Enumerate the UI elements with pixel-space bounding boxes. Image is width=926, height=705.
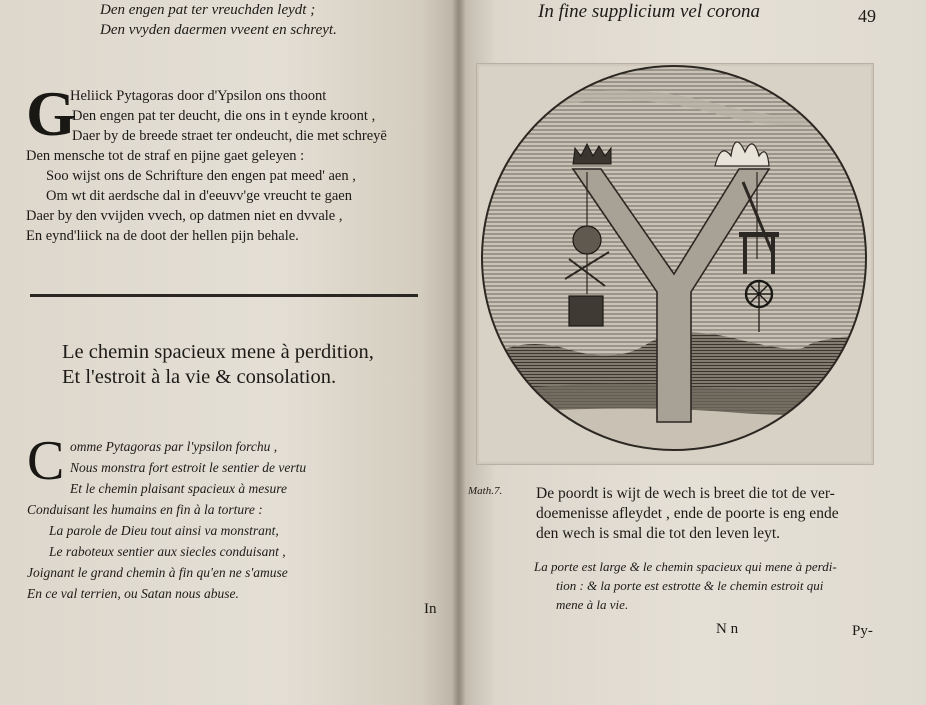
dutch-verse-line: Om wt dit aerdsche dal in d'eeuvv'ge vreucht te gaen <box>46 188 352 204</box>
french-verse-line: Le raboteux sentier aux siecles conduisant , <box>49 544 286 559</box>
french-prose-line: La porte est large & le chemin spacieux qui mene à perdi- <box>534 559 837 574</box>
signature-mark: N n <box>716 621 739 637</box>
french-verse-line: omme Pytagoras par l'ypsilon forchu , <box>70 439 278 454</box>
running-head: In fine supplicium vel corona <box>538 1 760 22</box>
french-verse-line: En ce val terrien, ou Satan nous abuse. <box>27 586 239 601</box>
dutch-verse-line: En eynd'liick na de doot der hellen pijn behale. <box>26 228 299 244</box>
french-prose-line: tion : & la porte est estrotte & le chemin estroit qui <box>556 578 824 593</box>
french-heading-line-1: Le chemin spacieux mene à perdition, <box>62 341 374 363</box>
dutch-prose-line: den wech is smal die tot den leven leyt. <box>536 525 781 542</box>
dutch-dropcap: G <box>26 78 76 149</box>
french-dropcap: C <box>27 430 65 492</box>
section-rule <box>30 294 418 297</box>
dutch-verse-line: Heliick Pytagoras door d'Ypsilon ons thoont <box>70 88 327 104</box>
dutch-verse-line: Den engen pat ter deucht, die ons in t eynde kroont , <box>72 108 376 124</box>
dutch-verse-line: Soo wijst ons de Schrifture den engen pat meed' aen , <box>46 168 356 184</box>
french-verse-line: Nous monstra fort estroit le sentier de vertu <box>70 460 307 475</box>
top-line-2: Den vvyden daermen vveent en schreyt. <box>100 22 337 38</box>
wheel-icon <box>746 281 772 307</box>
french-prose-line: mene à la vie. <box>556 597 629 612</box>
dutch-verse-line: Den mensche tot de straf en pijne gaet geleyen : <box>26 148 305 164</box>
french-verse-line: Et le chemin plaisant spacieux à mesure <box>70 481 287 496</box>
dutch-prose-line: doemenisse afleydet , ende de poorte is eng ende <box>536 505 839 522</box>
folio-number: 49 <box>858 6 876 26</box>
dutch-verse-line: Daer by den vvijden vvech, op datmen niet en dvvale , <box>26 208 343 224</box>
emblem-engraving <box>477 64 873 464</box>
left-catchword: In <box>424 601 437 617</box>
french-verse-line: Joignant le grand chemin à fin qu'en ne s'amuse <box>27 565 288 580</box>
french-heading-line-2: Et l'estroit à la vie & consolation. <box>62 366 337 388</box>
top-line-1: Den engen pat ter vreuchden leydt ; <box>100 2 316 18</box>
dutch-prose-line: De poordt is wijt de wech is breet die tot de ver- <box>536 485 835 502</box>
orb-icon <box>573 226 601 254</box>
book-gutter <box>452 0 466 705</box>
right-catchword: Py- <box>852 623 873 639</box>
french-verse-line: La parole de Dieu tout ainsi va monstrant, <box>49 523 279 538</box>
dutch-verse-line: Daer by de breede straet ter ondeucht, die met schreyē <box>72 128 387 144</box>
margin-note: Math.7. <box>468 485 503 497</box>
french-verse-line: Conduisant les humains en fin à la torture : <box>27 502 263 517</box>
chest-icon <box>569 296 603 326</box>
emblem-plate <box>476 63 874 465</box>
